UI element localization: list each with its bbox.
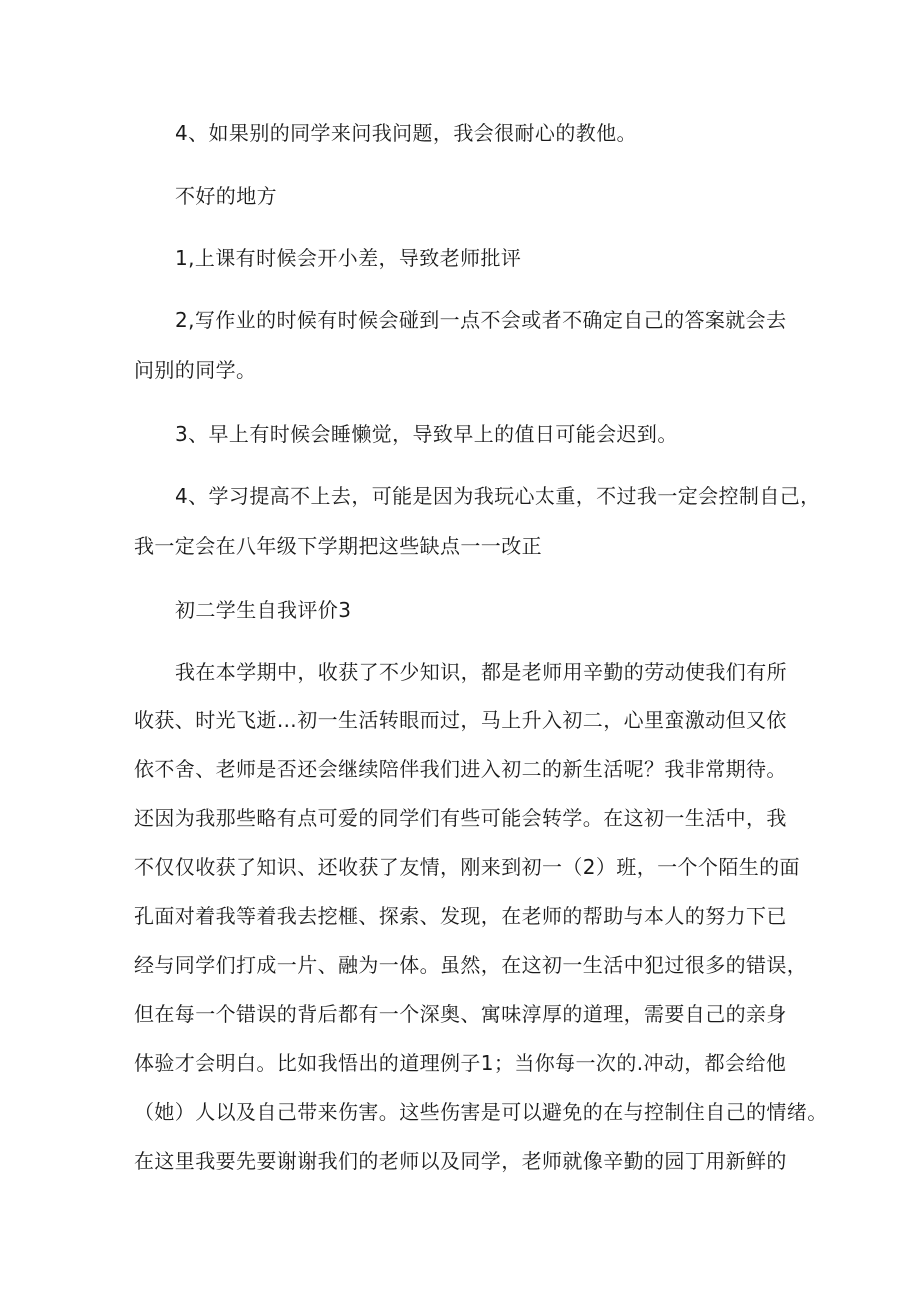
text-line: 4、如果别的同学来问我问题，我会很耐心的教他。 bbox=[175, 121, 637, 145]
text-line: 在这里我要先要谢谢我们的老师以及同学，老师就像辛勤的园丁用新鲜的 bbox=[134, 1149, 787, 1173]
text-line: （她）人以及自己带来伤害。这些伤害是可以避免的在与控制住自己的情绪。 bbox=[134, 1100, 828, 1124]
text-line: 不仅仅收获了知识、还收获了友情，刚来到初一（2）班，一个个陌生的面 bbox=[134, 855, 800, 879]
text-line: 经与同学们打成一片、融为一体。虽然，在这初一生活中犯过很多的错误， bbox=[134, 953, 808, 977]
text-line: 1,上课有时候会开小差，导致老师批评 bbox=[175, 246, 522, 270]
section-heading: 不好的地方 bbox=[175, 184, 277, 208]
text-line: 4、学习提高不上去，可能是因为我玩心太重，不过我一定会控制自己， bbox=[175, 484, 821, 508]
text-line: 还因为我那些略有点可爱的同学们有些可能会转学。在这初一生活中，我 bbox=[134, 806, 787, 830]
text-line: 体验才会明白。比如我悟出的道理例子1；当你每一次的.冲动，都会给他 bbox=[134, 1051, 787, 1075]
text-line: 但在每一个错误的背后都有一个深奥、寓味淳厚的道理，需要自己的亲身 bbox=[134, 1002, 787, 1026]
text-line: 我一定会在八年级下学期把这些缺点一一改正 bbox=[134, 534, 542, 558]
text-line: 3、早上有时候会睡懒觉，导致早上的值日可能会迟到。 bbox=[175, 422, 678, 446]
text-line: 我在本学期中，收获了不少知识，都是老师用辛勤的劳动使我们有所 bbox=[175, 660, 787, 684]
text-line: 依不舍、老师是否还会继续陪伴我们进入初二的新生活呢？我非常期待。 bbox=[134, 757, 787, 781]
text-line: 收获、时光飞逝…初一生活转眼而过，马上升入初二，心里蛮激动但又依 bbox=[134, 708, 787, 732]
text-line: 孔面对着我等着我去挖榧、探索、发现，在老师的帮助与本人的努力下已 bbox=[134, 904, 787, 928]
text-line: 问别的同学。 bbox=[134, 358, 257, 382]
section-heading: 初二学生自我评价3 bbox=[175, 598, 352, 622]
text-line: 2,写作业的时候有时候会碰到一点不会或者不确定自己的答案就会去 bbox=[175, 308, 787, 332]
